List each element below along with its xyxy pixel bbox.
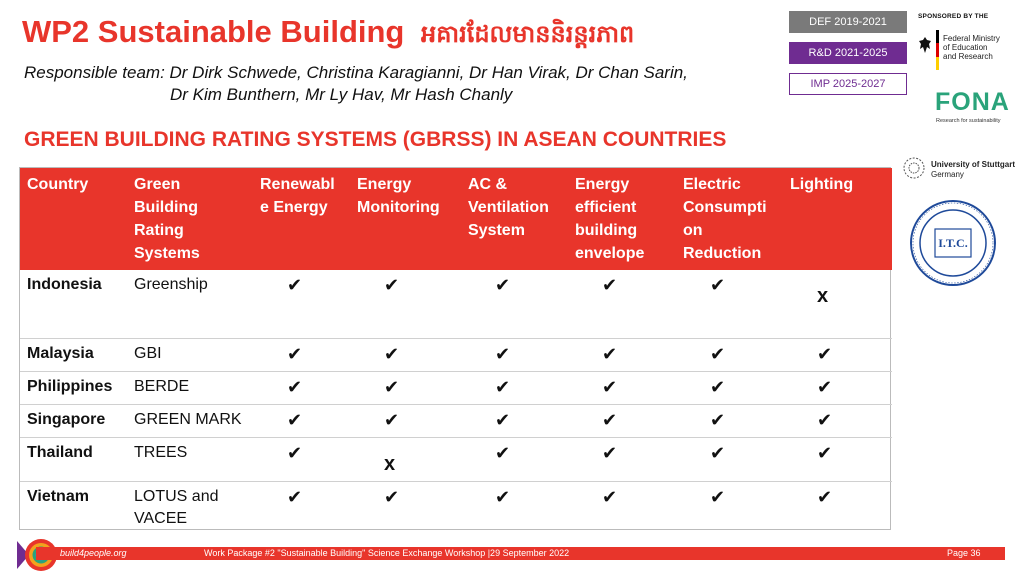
cell-criterion — [676, 481, 783, 538]
ministry-line-2: of Education — [943, 43, 988, 52]
slide-title — [22, 14, 634, 54]
cell-rating-system: LOTUS and VACEE — [134, 487, 219, 527]
check-icon: ✔ — [384, 376, 400, 397]
check-icon: ✔ — [384, 409, 400, 430]
cell-criterion — [568, 338, 676, 371]
cell-criterion — [783, 437, 892, 481]
check-icon: ✔ — [495, 343, 511, 364]
footer-event: Work Package #2 "Sustainable Building" Science Exchange Workshop |29 September 2022 — [204, 548, 570, 558]
check-icon: ✔ — [602, 275, 618, 295]
itc-seal-text: I.T.C. — [938, 236, 968, 250]
header-line: Country — [27, 176, 89, 193]
table-row — [20, 371, 892, 404]
cell-rating-system: Greenship — [127, 270, 253, 338]
check-icon: ✔ — [495, 409, 511, 430]
phase-rd-badge: R&D 2021-2025 — [789, 42, 907, 64]
check-icon: ✔ — [710, 376, 726, 397]
header-line: on — [683, 222, 703, 239]
check-icon: ✔ — [817, 343, 833, 364]
table-body — [20, 270, 892, 538]
check-icon: ✔ — [384, 275, 400, 295]
header-line: e Energy — [260, 199, 328, 216]
table-row — [20, 437, 892, 481]
cross-icon: x — [384, 452, 396, 475]
check-icon: ✔ — [602, 409, 618, 430]
check-icon: ✔ — [602, 343, 618, 364]
cell-criterion — [350, 338, 461, 371]
header-line: Consumpti — [683, 199, 767, 216]
cell-criterion — [783, 481, 892, 538]
cell-criterion — [676, 270, 783, 338]
itc-seal-icon — [909, 199, 997, 287]
check-icon: ✔ — [287, 486, 303, 507]
check-icon: ✔ — [287, 409, 303, 430]
gbrs-table-container — [19, 167, 891, 530]
section-subtitle: GREEN BUILDING RATING SYSTEMS (GBRSS) IN ASEAN COUNTRIES — [24, 128, 727, 151]
slide-title-text: WP2 Sustainable Building — [22, 14, 405, 49]
header-line: Renewabl — [260, 176, 335, 193]
cell-criterion — [783, 404, 892, 437]
check-icon: ✔ — [287, 376, 303, 397]
cell-criterion — [350, 481, 461, 538]
check-icon: ✔ — [710, 343, 726, 364]
cell-criterion — [676, 371, 783, 404]
cell-criterion — [461, 371, 568, 404]
cell-country: Philippines — [20, 371, 127, 404]
check-icon: ✔ — [710, 409, 726, 430]
cell-criterion — [461, 481, 568, 538]
header-energy-monitoring — [350, 168, 461, 270]
cell-country: Malaysia — [20, 338, 127, 371]
university-name — [931, 160, 1015, 180]
sponsor-label: SPONSORED BY THE — [918, 13, 989, 20]
check-icon: ✔ — [710, 275, 726, 295]
cell-criterion — [568, 371, 676, 404]
cell-country: Singapore — [20, 404, 127, 437]
table-row — [20, 404, 892, 437]
header-ac-ventilation — [461, 168, 568, 270]
table-row — [20, 270, 892, 338]
cell-criterion — [568, 481, 676, 538]
fona-logo: FONA — [935, 88, 1010, 116]
header-lighting — [783, 168, 892, 270]
university-logo — [903, 157, 1023, 183]
check-icon: ✔ — [495, 442, 511, 463]
check-icon: ✔ — [287, 343, 303, 364]
cell-country: Indonesia — [20, 270, 127, 338]
eagle-icon — [918, 36, 932, 54]
header-line: Energy — [357, 176, 412, 193]
phase-imp-badge: IMP 2025-2027 — [789, 73, 907, 95]
check-icon: ✔ — [817, 442, 833, 463]
university-name-text: University of Stuttgart — [931, 160, 1016, 169]
header-line: envelope — [575, 245, 645, 262]
table-row — [20, 338, 892, 371]
header-country — [20, 168, 127, 270]
header-electric-consumption — [676, 168, 783, 270]
cell-criterion — [253, 338, 350, 371]
check-icon: ✔ — [495, 376, 511, 397]
header-line: Systems — [134, 245, 200, 262]
header-line: AC & — [468, 176, 508, 193]
cell-criterion — [676, 404, 783, 437]
cell-criterion — [350, 437, 461, 481]
cell-rating-system: GBI — [127, 338, 253, 371]
check-icon: ✔ — [710, 486, 726, 507]
header-line: Building — [134, 199, 198, 216]
check-icon: ✔ — [710, 442, 726, 463]
cell-criterion — [568, 270, 676, 338]
header-building-envelope — [568, 168, 676, 270]
check-icon: ✔ — [384, 486, 400, 507]
cell-rating-system: GREEN MARK — [127, 404, 253, 437]
ministry-name — [943, 34, 1000, 61]
slide-title-khmer: អគារដែលមាននិរន្តរភាព — [421, 20, 635, 48]
check-icon: ✔ — [817, 409, 833, 430]
cell-criterion — [350, 404, 461, 437]
cell-criterion — [461, 338, 568, 371]
phase-def-badge: DEF 2019-2021 — [789, 11, 907, 33]
cell-rating-system: BERDE — [127, 371, 253, 404]
cell-criterion — [253, 270, 350, 338]
cell-criterion — [568, 404, 676, 437]
header-line: Lighting — [790, 176, 854, 193]
cell-criterion — [461, 404, 568, 437]
header-line: Energy — [575, 176, 630, 193]
cell-criterion — [676, 437, 783, 481]
team-line-2: Dr Kim Bunthern, Mr Ly Hav, Mr Hash Chanly — [170, 85, 513, 104]
cell-country: Thailand — [20, 437, 127, 481]
check-icon: ✔ — [495, 275, 511, 295]
header-line: Monitoring — [357, 199, 440, 216]
header-gbrs — [127, 168, 253, 270]
cell-criterion — [783, 270, 892, 338]
cell-criterion — [568, 437, 676, 481]
header-renewable-energy — [253, 168, 350, 270]
cell-rating-system: TREES — [127, 437, 253, 481]
header-line: building — [575, 222, 638, 239]
check-icon: ✔ — [817, 376, 833, 397]
ministry-line-1: Federal Ministry — [943, 34, 1000, 43]
ministry-logo — [918, 30, 1018, 70]
university-country: Germany — [931, 170, 964, 179]
gbrs-table — [20, 168, 892, 538]
check-icon: ✔ — [602, 486, 618, 507]
cell-country: Vietnam — [27, 487, 89, 505]
fona-tagline: Research for sustainability — [936, 118, 1001, 124]
cell-criterion — [783, 338, 892, 371]
table-header-row — [20, 168, 892, 270]
check-icon: ✔ — [602, 376, 618, 397]
cell-criterion — [253, 481, 350, 538]
cell-criterion — [676, 338, 783, 371]
cell-criterion — [350, 270, 461, 338]
cell-criterion — [783, 371, 892, 404]
header-line: Electric — [683, 176, 741, 193]
check-icon: ✔ — [384, 343, 400, 364]
header-line: efficient — [575, 199, 637, 216]
header-line: Green — [134, 176, 181, 193]
cell-criterion — [253, 371, 350, 404]
check-icon: ✔ — [602, 442, 618, 463]
check-icon: ✔ — [817, 486, 833, 507]
university-emblem-icon — [903, 157, 925, 179]
check-icon: ✔ — [495, 486, 511, 507]
header-line: System — [468, 222, 525, 239]
cell-criterion — [253, 437, 350, 481]
header-line: Reduction — [683, 245, 762, 262]
cell-criterion — [461, 270, 568, 338]
cell-criterion — [461, 437, 568, 481]
cross-icon: x — [817, 285, 829, 307]
table-row — [20, 481, 892, 538]
footer-page-number: Page 36 — [947, 548, 981, 558]
responsible-team — [24, 62, 688, 106]
check-icon: ✔ — [287, 275, 303, 295]
cell-criterion — [350, 371, 461, 404]
cell-criterion — [253, 404, 350, 437]
footer-website: build4people.org — [60, 548, 127, 558]
check-icon: ✔ — [287, 442, 303, 463]
team-line-1: Responsible team: Dr Dirk Schwede, Christina Karagianni, Dr Han Virak, Dr Chan Sarin, — [24, 63, 688, 82]
header-line: Rating — [134, 222, 184, 239]
german-flag-icon — [936, 30, 939, 70]
ministry-line-3: and Research — [943, 52, 993, 61]
header-line: Ventilation — [468, 199, 549, 216]
